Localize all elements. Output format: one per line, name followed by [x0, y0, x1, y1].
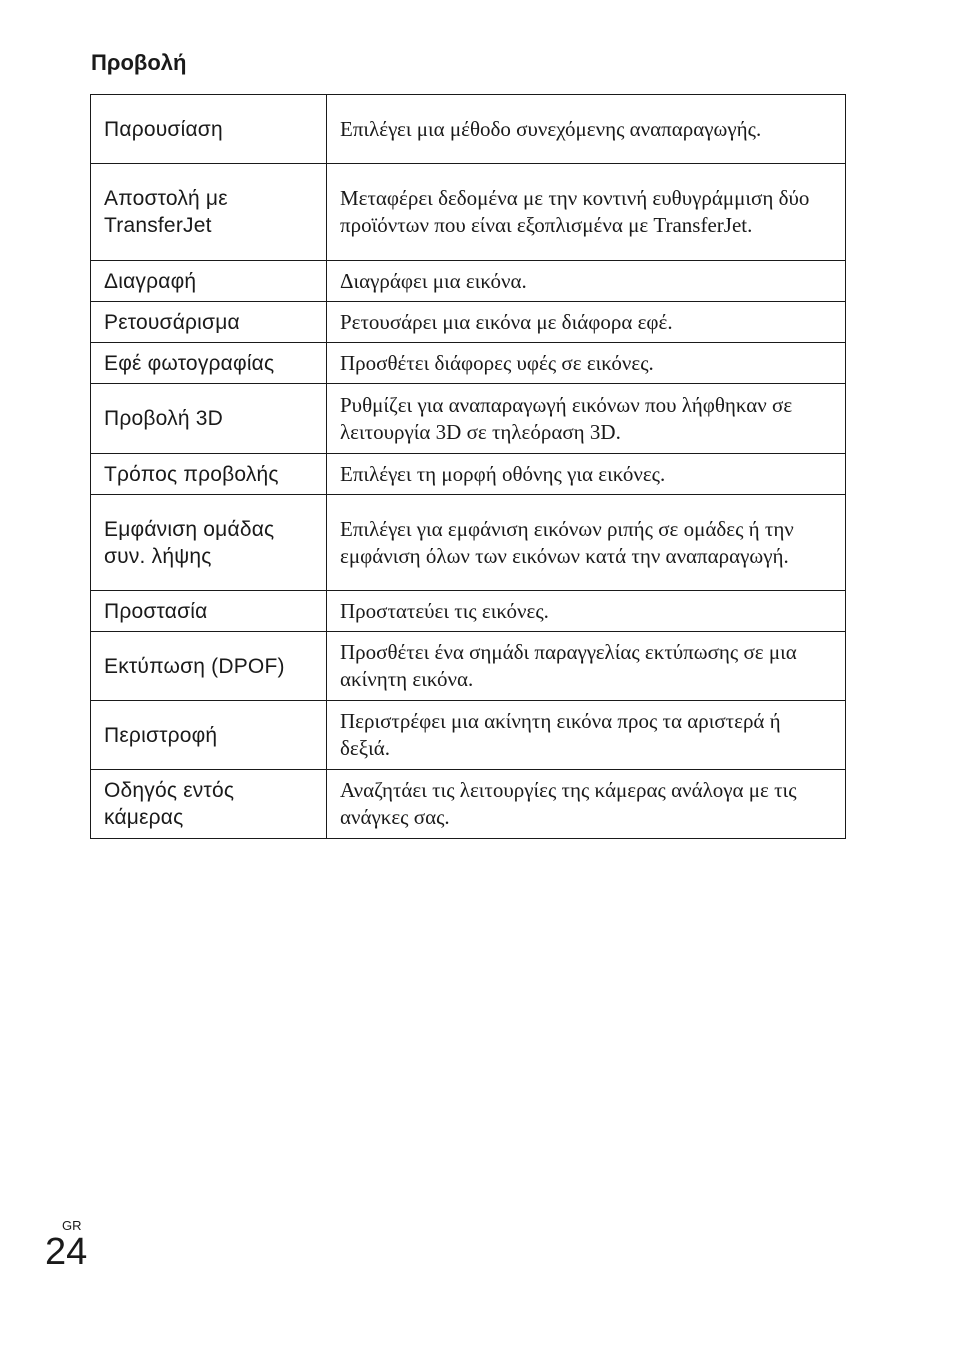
page-number: 24	[45, 1231, 88, 1273]
function-description: Μεταφέρει δεδομένα με την κοντινή ευθυγράμμιση δύο προϊόντων που είναι εξοπλισμένα με TransferJet.	[327, 164, 846, 261]
function-name: Εκτύπωση (DPOF)	[91, 632, 327, 701]
table-row	[91, 302, 846, 343]
function-name: Οδηγός εντός κάμερας	[91, 770, 327, 839]
table-row	[91, 454, 846, 495]
function-name: Παρουσίαση	[91, 95, 327, 164]
function-description: Ρετουσάρει μια εικόνα με διάφορα εφέ.	[327, 302, 846, 343]
language-code: GR	[62, 1218, 82, 1233]
table-row	[91, 384, 846, 454]
function-name: Τρόπος προβολής	[91, 454, 327, 495]
function-name: Εμφάνιση ομάδας συν. λήψης	[91, 495, 327, 591]
table-row	[91, 632, 846, 701]
section-title: Προβολή	[91, 50, 187, 75]
function-description: Προσθέτει ένα σημάδι παραγγελίας εκτύπωσης σε μια ακίνητη εικόνα.	[327, 632, 846, 701]
function-name: Προβολή 3D	[91, 384, 327, 454]
table-row	[91, 591, 846, 632]
function-description: Προσθέτει διάφορες υφές σε εικόνες.	[327, 343, 846, 384]
function-name: Ρετουσάρισμα	[91, 302, 327, 343]
function-name: Διαγραφή	[91, 261, 327, 302]
function-name: Αποστολή με TransferJet	[91, 164, 327, 261]
function-description: Επιλέγει μια μέθοδο συνεχόμενης αναπαραγωγής.	[327, 95, 846, 164]
function-description: Επιλέγει τη μορφή οθόνης για εικόνες.	[327, 454, 846, 495]
function-description: Περιστρέφει μια ακίνητη εικόνα προς τα αριστερά ή δεξιά.	[327, 701, 846, 770]
function-name: Προστασία	[91, 591, 327, 632]
function-description: Διαγράφει μια εικόνα.	[327, 261, 846, 302]
function-description: Αναζητάει τις λειτουργίες της κάμερας ανάλογα με τις ανάγκες σας.	[327, 770, 846, 839]
function-description: Προστατεύει τις εικόνες.	[327, 591, 846, 632]
table-row	[91, 343, 846, 384]
function-name: Περιστροφή	[91, 701, 327, 770]
table-row	[91, 701, 846, 770]
table-row	[91, 164, 846, 261]
function-description: Επιλέγει για εμφάνιση εικόνων ριπής σε ομάδες ή την εμφάνιση όλων των εικόνων κατά την αναπαραγωγή.	[327, 495, 846, 591]
function-table	[90, 94, 846, 839]
table-row	[91, 495, 846, 591]
table-row	[91, 770, 846, 839]
function-description: Ρυθμίζει για αναπαραγωγή εικόνων που λήφθηκαν σε λειτουργία 3D σε τηλεόραση 3D.	[327, 384, 846, 454]
table-row	[91, 261, 846, 302]
table-row	[91, 95, 846, 164]
function-name: Εφέ φωτογραφίας	[91, 343, 327, 384]
